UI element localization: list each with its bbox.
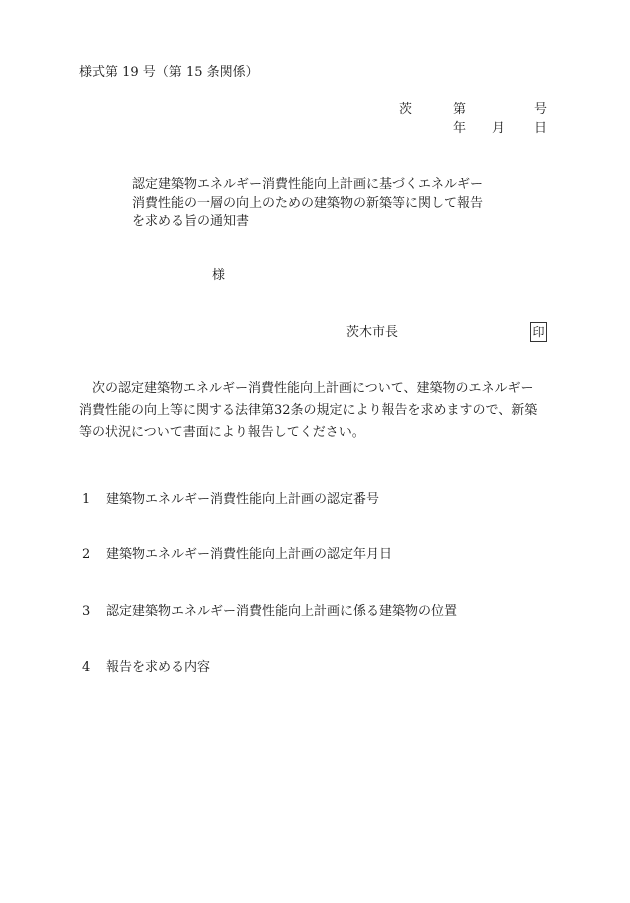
title-line-1: 認定建築物エネルギー消費性能向上計画に基づくエネルギー [132,177,484,192]
item-text-1: 建築物エネルギー消費性能向上計画の認定番号 [106,492,380,507]
sender-name: 茨木市長 [346,325,399,340]
date-month: 月 [492,121,506,136]
body-line-2: 消費性能の向上等に関する法律第32条の規定により報告を求めますので、新築 [79,403,538,418]
body-text [79,378,549,444]
form-label: 様式第 19 号（第 15 条関係） [79,65,259,80]
doc-number-prefix: 茨 [399,102,413,117]
item-number-4: 4 [82,660,91,675]
item-number-1: 1 [82,492,91,507]
body-line-3: 等の状況について書面により報告してください。 [79,425,365,440]
item-text-2: 建築物エネルギー消費性能向上計画の認定年月日 [106,547,393,562]
item-number-2: 2 [82,547,91,562]
date-year: 年 [453,121,467,136]
item-text-3: 認定建築物エネルギー消費性能向上計画に係る建築物の位置 [106,604,458,619]
title-line-2: 消費性能の一層の向上のための建築物の新築等に関して報告 [132,196,484,211]
seal-mark: 印 [530,322,547,342]
doc-number-middle: 第 [453,102,467,117]
addressee-suffix: 様 [212,268,226,283]
item-number-3: 3 [82,604,91,619]
body-line-1: 次の認定建築物エネルギー消費性能向上計画について、建築物のエネルギー [92,381,534,396]
doc-number-suffix: 号 [534,102,548,117]
title-line-3: を求める旨の通知書 [132,214,250,229]
date-day: 日 [534,121,548,136]
item-text-4: 報告を求める内容 [106,660,211,675]
